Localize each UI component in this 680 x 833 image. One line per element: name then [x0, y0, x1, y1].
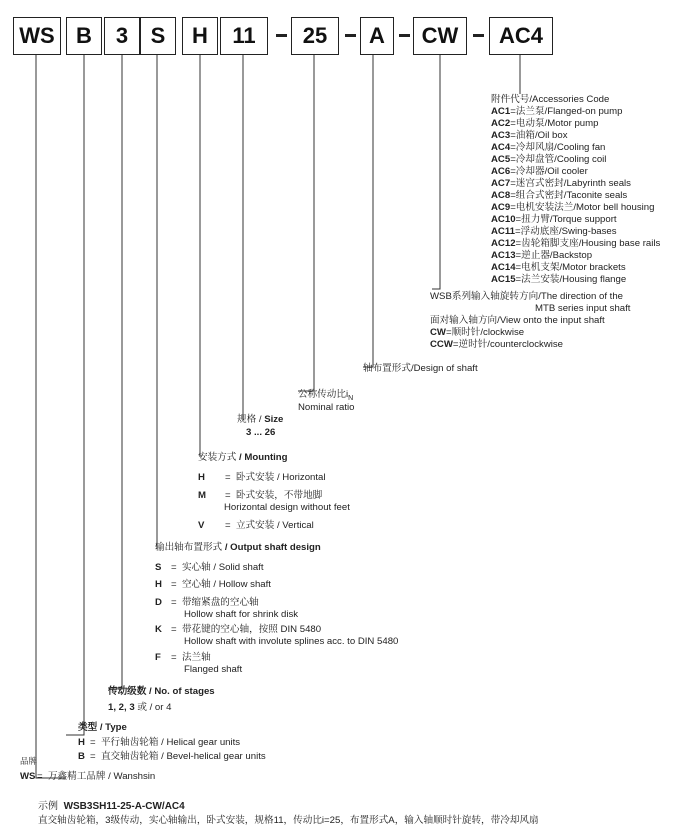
brand-label: 品牌: [20, 756, 38, 766]
brand-item: WS = 万鑫精工品牌 / Wanshsin: [20, 771, 156, 782]
dash-2: [345, 34, 356, 37]
connector-stages: [108, 55, 122, 688]
accessory-item: AC10=扭力臂/Torque support: [491, 214, 617, 225]
mounting-item-m: M = 卧式安装，不带地脚: [198, 490, 323, 501]
size-range: 3 ... 26: [246, 427, 276, 438]
direction-line2: MTB series input shaft: [535, 303, 631, 314]
direction-line1: WSB系列输入轴旋转方向/The direction of the: [430, 291, 623, 302]
output-item-s: S = 实心轴 / Solid shaft: [155, 562, 264, 573]
code-box-mounting: H: [182, 17, 218, 55]
ratio-label-en: Nominal ratio: [298, 402, 355, 413]
output-item-h: H = 空心轴 / Hollow shaft: [155, 579, 271, 590]
accessory-item: AC5=冷却盘管/Cooling coil: [491, 154, 607, 165]
accessory-item: AC1=法兰泵/Flanged-on pump: [491, 106, 623, 117]
code-box-type: B: [66, 17, 102, 55]
size-label: 规格 / Size: [237, 414, 284, 425]
accessories-title: 附件代号/Accessories Code: [491, 94, 610, 105]
mounting-item-v: V = 立式安装 / Vertical: [198, 520, 314, 531]
mounting-item-h: H = 卧式安装 / Horizontal: [198, 472, 326, 483]
connector-type: [66, 55, 84, 735]
type-item-b: B = 直交轴齿轮箱 / Bevel-helical gear units: [78, 751, 266, 762]
ratio-label-zh: 公称传动比$i_N$: [298, 389, 354, 402]
accessory-item: AC11=浮动底座/Swing-bases: [491, 226, 617, 237]
direction-line3: 面对输入轴方向/View onto the input shaft: [430, 315, 605, 326]
type-title: 类型 / Type: [78, 722, 127, 733]
accessory-item: AC14=电机支架/Motor brackets: [491, 262, 626, 273]
accessory-item: AC9=电机安装法兰/Motor bell housing: [491, 202, 655, 213]
code-box-ws: WS: [13, 17, 61, 55]
output-item-k: K = 带花键的空心轴，按照 DIN 5480: [155, 624, 322, 635]
stages-title: 传动级数 / No. of stages: [108, 686, 215, 697]
code-box-output: S: [140, 17, 176, 55]
example-line: 示例 WSB3SH11-25-A-CW/AC4: [38, 801, 185, 812]
code-box-size: 11: [220, 17, 268, 55]
direction-ccw: CCW=逆时针/counterclockwise: [430, 339, 564, 350]
stages-values: 1, 2, 3 或 / or 4: [108, 702, 172, 713]
type-item-h: H = 平行轴齿轮箱 / Helical gear units: [78, 737, 241, 748]
output-item-k-line2: Hollow shaft with involute splines acc. to DIN 5480: [184, 636, 399, 647]
accessory-item: AC15=法兰安装/Housing flange: [491, 274, 627, 285]
shaft-design-label: 轴布置形式/Design of shaft: [363, 363, 478, 374]
mounting-item-m-line2: Horizontal design without feet: [224, 502, 350, 513]
output-item-d-line2: Hollow shaft for shrink disk: [184, 609, 299, 620]
accessory-item: AC2=电动泵/Motor pump: [491, 118, 599, 129]
code-box-accessories: AC4: [489, 17, 553, 55]
accessory-item: AC3=油箱/Oil box: [491, 130, 568, 141]
output-item-f: F = 法兰轴: [155, 652, 211, 663]
accessory-item: AC7=迷宫式密封/Labyrinth seals: [491, 178, 631, 189]
dash-4: [473, 34, 484, 37]
accessory-item: AC12=齿轮箱脚支座/Housing base rails: [491, 238, 661, 249]
connector-shaft-design: [363, 55, 373, 367]
output-item-d: D = 带缩紧盘的空心轴: [155, 597, 259, 608]
example-desc: 直交轴齿轮箱，3级传动，实心轴输出，卧式安装，规格11，传动比i=25，布置形式A，输入轴顺时针旋转，带冷却风扇: [38, 815, 539, 826]
code-box-shaft-design: A: [360, 17, 394, 55]
accessory-item: AC6=冷却器/Oil cooler: [491, 166, 588, 177]
code-box-stages: 3: [104, 17, 140, 55]
output-shaft-title: 输出轴布置形式 / Output shaft design: [155, 542, 321, 553]
connector-ratio: [298, 55, 314, 391]
accessory-item: AC13=逆止器/Backstop: [491, 250, 593, 261]
accessory-item: AC4=冷却风扇/Cooling fan: [491, 142, 606, 153]
connector-brand: [36, 55, 66, 778]
connector-direction: [432, 55, 440, 289]
dash-1: [276, 34, 287, 37]
code-box-ratio: 25: [291, 17, 339, 55]
accessory-item: AC8=组合式密封/Taconite seals: [491, 190, 628, 201]
dash-3: [399, 34, 410, 37]
output-item-f-line2: Flanged shaft: [184, 664, 243, 675]
direction-cw: CW=顺时针/clockwise: [430, 327, 525, 338]
code-box-direction: CW: [413, 17, 467, 55]
mounting-title: 安装方式 / Mounting: [198, 452, 288, 463]
